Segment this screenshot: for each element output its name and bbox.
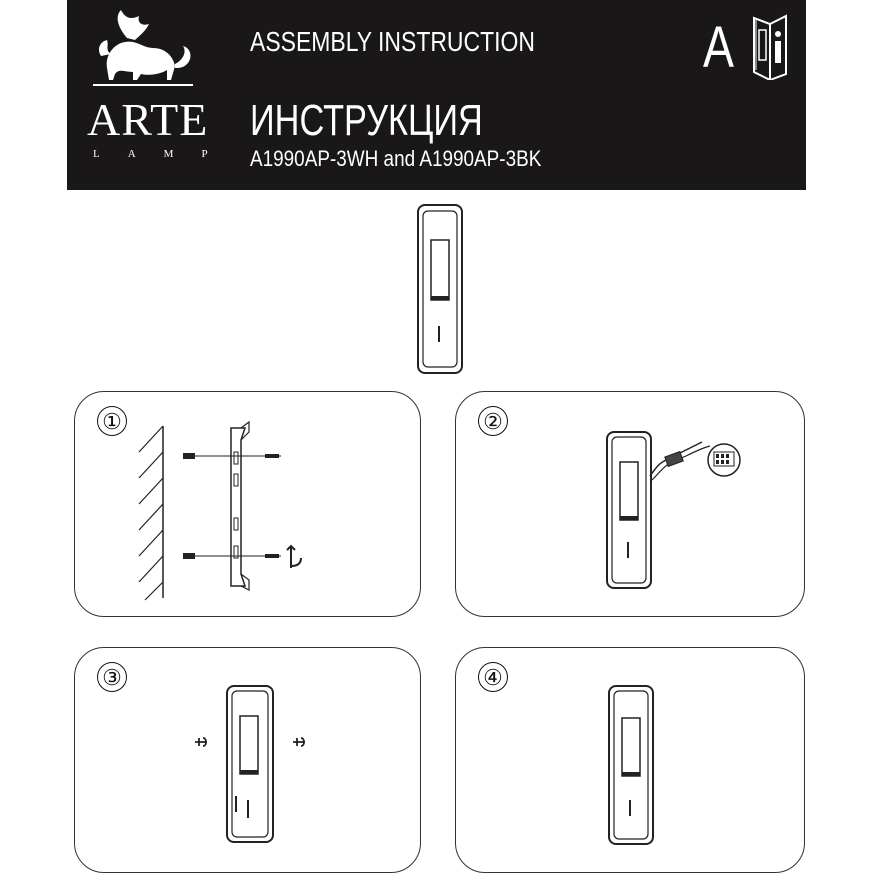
brand-logo-subtitle: LAMP xyxy=(93,148,236,160)
screw-fixing-diagram xyxy=(185,682,325,848)
step-1-number: ① xyxy=(97,406,127,436)
model-number: A1990AP-3WH and A1990AP-3BK xyxy=(250,146,542,171)
header-banner xyxy=(67,0,806,190)
lamp-front-view xyxy=(417,204,463,374)
winged-lion-icon xyxy=(87,8,199,92)
step-4-panel xyxy=(455,647,805,873)
step-2-number: ② xyxy=(478,406,508,436)
step-3-number: ③ xyxy=(97,662,127,692)
step-2-panel xyxy=(455,391,805,617)
step-3-panel xyxy=(74,647,421,873)
title-russian: ИНСТРУКЦИЯ xyxy=(250,96,483,145)
finished-lamp-diagram xyxy=(608,684,656,848)
title-english: ASSEMBLY INSTRUCTION xyxy=(250,26,535,57)
step-1-panel xyxy=(74,391,421,617)
brand-logo-wordmark: ARTE xyxy=(87,94,209,145)
wiring-diagram xyxy=(606,428,746,594)
wall-bracket-diagram xyxy=(125,418,365,608)
step-4-number: ④ xyxy=(478,662,508,692)
info-book-icon xyxy=(750,10,790,80)
language-letter: A xyxy=(703,15,734,80)
